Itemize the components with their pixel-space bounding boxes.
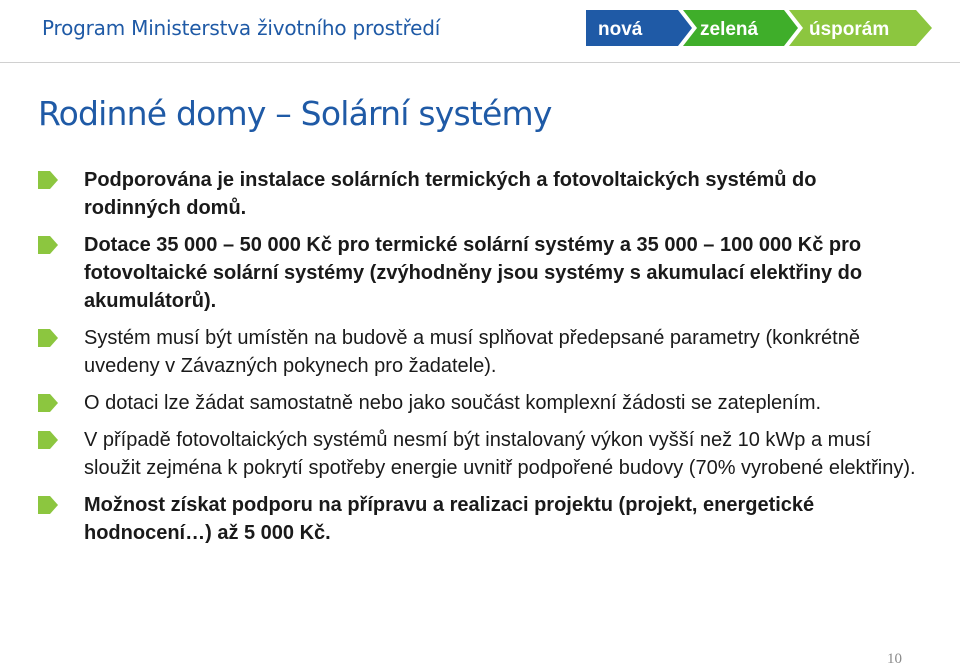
bullet-text: Podporována je instalace solárních termických a fotovoltaických systémů do rodinných domů. <box>84 169 817 219</box>
bullet-list <box>38 166 918 556</box>
bullet-item <box>38 491 918 547</box>
bullet-arrow-icon <box>38 426 84 454</box>
bullet-item <box>38 231 918 315</box>
arrow-label-nova: nová <box>598 19 643 40</box>
slide-title: Rodinné domy – Solární systémy <box>38 94 552 133</box>
arrow-nova <box>586 10 692 46</box>
bullet-item <box>38 426 918 482</box>
nova-zelena-usporam-logo <box>586 8 936 48</box>
bullet-item <box>38 166 918 222</box>
arrow-usporam <box>789 10 932 46</box>
page-number: 10 <box>887 651 902 667</box>
header-divider <box>0 62 960 63</box>
bullet-arrow-icon <box>38 231 84 259</box>
program-title: Program Ministerstva životního prostředí <box>42 16 441 40</box>
bullet-text: V případě fotovoltaických systémů nesmí být instalovaný výkon vyšší než 10 kWp a musí sloužit zejména k pokrytí spotřeby energie uvnitř podpořené budovy (70% vyrobené elektřiny). <box>84 429 916 479</box>
bullet-arrow-icon <box>38 324 84 352</box>
bullet-arrow-icon <box>38 389 84 417</box>
bullet-text: Dotace 35 000 – 50 000 Kč pro termické solární systémy a 35 000 – 100 000 Kč pro fotovoltaické solární systémy (zvýhodněny jsou systémy s akumulací elektřiny do akumulátorů). <box>84 234 863 312</box>
arrow-zelena <box>683 10 798 46</box>
bullet-arrow-icon <box>38 166 84 194</box>
bullet-text: Možnost získat podporu na přípravu a realizaci projektu (projekt, energetické hodnocení…) až 5 000 Kč. <box>84 494 815 544</box>
arrow-label-usporam: úsporám <box>809 19 890 40</box>
arrow-label-zelena: zelená <box>700 19 759 40</box>
bullet-text: O dotaci lze žádat samostatně nebo jako součást komplexní žádosti se zateplením. <box>84 392 822 414</box>
bullet-item <box>38 389 918 417</box>
bullet-arrow-icon <box>38 491 84 519</box>
bullet-text: Systém musí být umístěn na budově a musí splňovat předepsané parametry (konkrétně uvedeny v Závazných pokynech pro žadatele). <box>84 327 860 377</box>
bullet-item <box>38 324 918 380</box>
